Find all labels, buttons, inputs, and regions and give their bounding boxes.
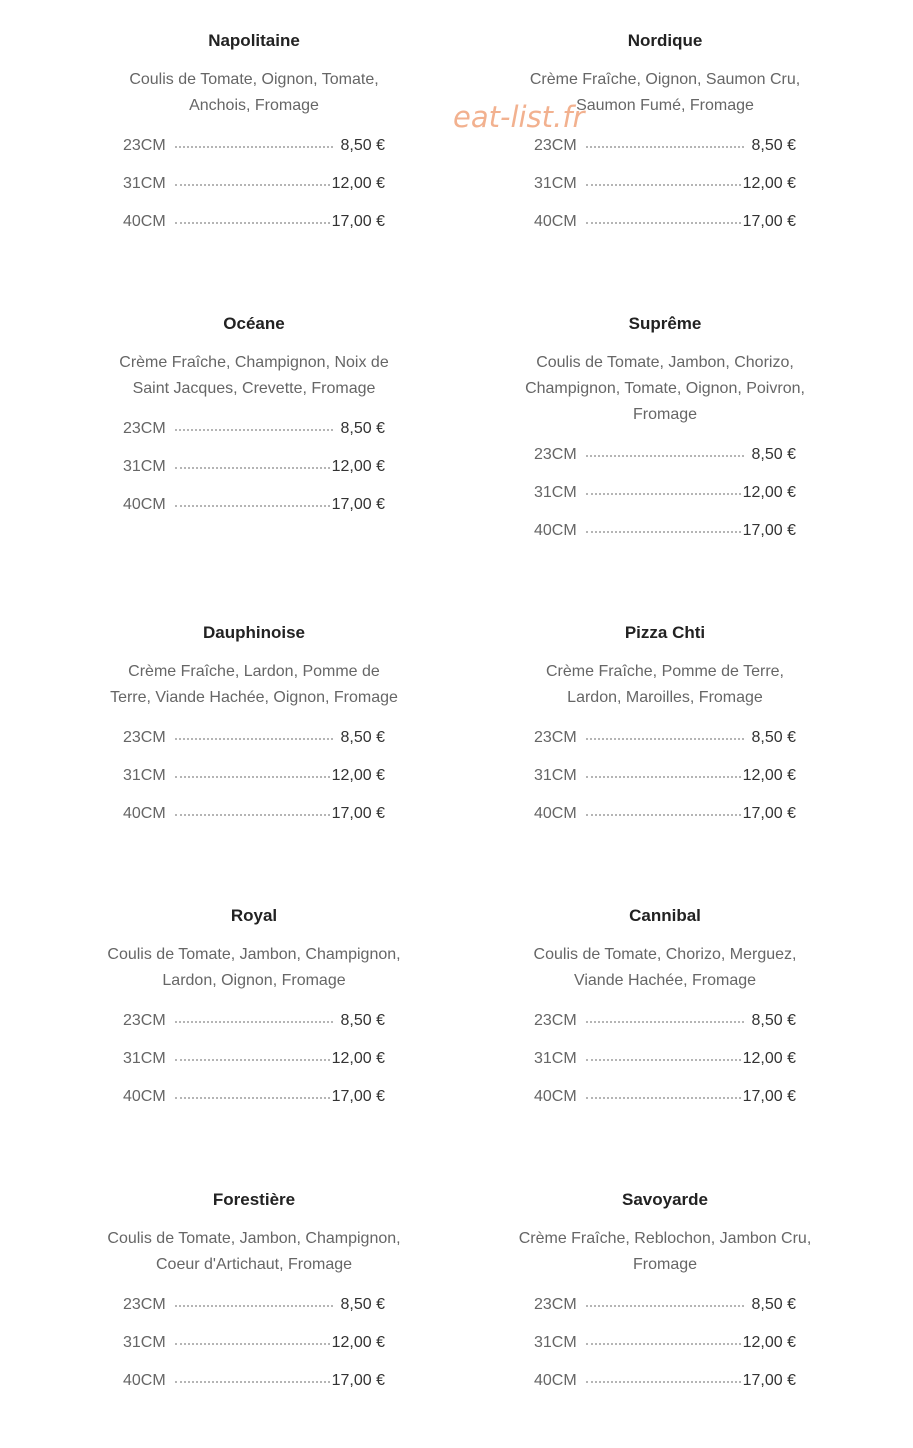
menu-item-royal xyxy=(104,906,404,1124)
pizza-description: Coulis de Tomate, Jambon, Chorizo, Champignon, Tomate, Oignon, Poivron, Fromage xyxy=(525,354,805,423)
size-label: 40CM xyxy=(123,1372,166,1389)
dot-leader xyxy=(175,171,330,186)
watermark: eat-list.fr xyxy=(453,100,585,134)
pizza-name: Pizza Chti xyxy=(624,623,706,642)
pizza-name: Savoyarde xyxy=(622,1190,708,1209)
price-list xyxy=(534,444,796,558)
pizza-description: Crème Fraîche, Reblochon, Jambon Cru, Fromage xyxy=(518,1230,812,1273)
size-label: 40CM xyxy=(123,1088,166,1105)
price-value: 17,00 € xyxy=(742,805,796,822)
price-value: 17,00 € xyxy=(331,213,385,230)
size-label: 31CM xyxy=(123,767,166,784)
price-row xyxy=(123,803,385,841)
price-value: 17,00 € xyxy=(331,805,385,822)
size-label: 31CM xyxy=(123,458,166,475)
size-label: 23CM xyxy=(123,1296,166,1313)
price-row xyxy=(534,211,796,249)
price-row xyxy=(123,1010,385,1048)
price-row xyxy=(123,173,385,211)
price-row xyxy=(123,1086,385,1124)
price-value: 12,00 € xyxy=(742,484,796,501)
pizza-description: Crème Fraîche, Champignon, Noix de Saint Jacques, Crevette, Fromage xyxy=(119,354,389,397)
pizza-description: Crème Fraîche, Oignon, Saumon Cru, Saumon Fumé, Fromage xyxy=(529,71,801,114)
price-value: 17,00 € xyxy=(742,522,796,539)
price-row xyxy=(123,1294,385,1332)
dot-leader xyxy=(586,171,741,186)
size-label: 40CM xyxy=(534,522,577,539)
dot-leader xyxy=(586,133,744,148)
dot-leader xyxy=(586,209,741,224)
price-value: 8,50 € xyxy=(751,446,796,463)
dot-leader xyxy=(175,416,333,431)
dot-leader xyxy=(175,492,330,507)
price-row xyxy=(534,1086,796,1124)
price-row xyxy=(534,803,796,841)
dot-leader xyxy=(586,1368,741,1383)
size-label: 31CM xyxy=(534,175,577,192)
pizza-description: Crème Fraîche, Lardon, Pomme de Terre, Viande Hachée, Oignon, Fromage xyxy=(110,663,398,706)
dot-leader xyxy=(586,1046,741,1061)
size-label: 23CM xyxy=(123,420,166,437)
dot-leader xyxy=(586,1084,741,1099)
size-label: 23CM xyxy=(123,1012,166,1029)
size-label: 31CM xyxy=(123,1050,166,1067)
price-list xyxy=(123,135,385,249)
size-label: 31CM xyxy=(534,767,577,784)
dot-leader xyxy=(175,1330,330,1345)
price-row xyxy=(534,1010,796,1048)
price-row xyxy=(534,1048,796,1086)
dot-leader xyxy=(175,763,330,778)
price-list xyxy=(123,1294,385,1408)
price-row xyxy=(534,520,796,558)
menu-item-savoyarde xyxy=(515,1190,815,1408)
price-row xyxy=(534,727,796,765)
price-row xyxy=(123,1370,385,1408)
price-value: 8,50 € xyxy=(340,420,385,437)
size-label: 31CM xyxy=(123,1334,166,1351)
size-label: 23CM xyxy=(534,446,577,463)
price-value: 8,50 € xyxy=(751,1012,796,1029)
size-label: 23CM xyxy=(123,137,166,154)
dot-leader xyxy=(586,763,741,778)
dot-leader xyxy=(175,454,330,469)
size-label: 40CM xyxy=(534,1088,577,1105)
size-label: 40CM xyxy=(123,213,166,230)
dot-leader xyxy=(586,725,744,740)
menu-item-pizza-chti xyxy=(515,623,815,841)
price-value: 17,00 € xyxy=(742,1372,796,1389)
size-label: 40CM xyxy=(534,1372,577,1389)
pizza-name: Forestière xyxy=(212,1190,296,1209)
price-value: 12,00 € xyxy=(742,1050,796,1067)
dot-leader xyxy=(586,1330,741,1345)
pizza-description: Coulis de Tomate, Jambon, Champignon, Coeur d'Artichaut, Fromage xyxy=(107,1230,401,1273)
size-label: 23CM xyxy=(534,729,577,746)
price-value: 8,50 € xyxy=(751,729,796,746)
price-value: 12,00 € xyxy=(331,767,385,784)
pizza-name: Dauphinoise xyxy=(202,623,305,642)
price-value: 12,00 € xyxy=(331,1334,385,1351)
pizza-description: Coulis de Tomate, Jambon, Champignon, Lardon, Oignon, Fromage xyxy=(107,946,401,989)
pizza-name: Nordique xyxy=(627,31,703,50)
price-row xyxy=(123,456,385,494)
size-label: 23CM xyxy=(534,137,577,154)
price-list xyxy=(123,418,385,532)
size-label: 31CM xyxy=(534,1050,577,1067)
price-value: 8,50 € xyxy=(751,1296,796,1313)
dot-leader xyxy=(175,1368,330,1383)
price-row xyxy=(534,1294,796,1332)
price-row xyxy=(123,494,385,532)
menu-item-napolitaine xyxy=(104,31,404,249)
price-value: 17,00 € xyxy=(331,496,385,513)
dot-leader xyxy=(586,1008,744,1023)
dot-leader xyxy=(586,518,741,533)
menu-item-cannibal xyxy=(515,906,815,1124)
size-label: 40CM xyxy=(123,805,166,822)
size-label: 31CM xyxy=(534,1334,577,1351)
price-value: 8,50 € xyxy=(751,137,796,154)
dot-leader xyxy=(175,1046,330,1061)
price-value: 8,50 € xyxy=(340,1012,385,1029)
dot-leader xyxy=(175,1084,330,1099)
price-value: 17,00 € xyxy=(742,213,796,230)
menu-item-supreme xyxy=(515,314,815,558)
price-value: 12,00 € xyxy=(742,175,796,192)
pizza-description: Coulis de Tomate, Chorizo, Merguez, Viande Hachée, Fromage xyxy=(533,946,797,989)
price-list xyxy=(534,1294,796,1408)
price-value: 8,50 € xyxy=(340,1296,385,1313)
size-label: 31CM xyxy=(123,175,166,192)
price-list xyxy=(534,135,796,249)
price-row xyxy=(534,482,796,520)
pizza-name: Cannibal xyxy=(629,906,701,925)
price-value: 17,00 € xyxy=(331,1088,385,1105)
dot-leader xyxy=(175,725,333,740)
size-label: 40CM xyxy=(534,213,577,230)
pizza-name: Napolitaine xyxy=(208,31,300,50)
price-list xyxy=(123,1010,385,1124)
dot-leader xyxy=(175,209,330,224)
price-row xyxy=(123,135,385,173)
menu-item-oceane xyxy=(104,314,404,532)
size-label: 23CM xyxy=(534,1296,577,1313)
size-label: 31CM xyxy=(534,484,577,501)
price-value: 17,00 € xyxy=(742,1088,796,1105)
price-value: 17,00 € xyxy=(331,1372,385,1389)
price-row xyxy=(123,765,385,803)
dot-leader xyxy=(175,1008,333,1023)
dot-leader xyxy=(175,1292,333,1307)
price-row xyxy=(534,135,796,173)
price-row xyxy=(123,727,385,765)
price-list xyxy=(534,727,796,841)
price-value: 12,00 € xyxy=(742,767,796,784)
pizza-name: Océane xyxy=(223,314,285,333)
dot-leader xyxy=(586,801,741,816)
price-row xyxy=(123,418,385,456)
price-value: 12,00 € xyxy=(331,1050,385,1067)
size-label: 23CM xyxy=(534,1012,577,1029)
dot-leader xyxy=(586,442,744,457)
price-value: 12,00 € xyxy=(331,175,385,192)
price-list xyxy=(534,1010,796,1124)
price-list xyxy=(123,727,385,841)
price-value: 8,50 € xyxy=(340,137,385,154)
price-row xyxy=(534,444,796,482)
price-row xyxy=(534,765,796,803)
menu-item-nordique xyxy=(515,31,815,249)
price-value: 12,00 € xyxy=(331,458,385,475)
price-value: 12,00 € xyxy=(742,1334,796,1351)
price-value: 8,50 € xyxy=(340,729,385,746)
price-row xyxy=(123,1048,385,1086)
pizza-description: Crème Fraîche, Pomme de Terre, Lardon, Maroilles, Fromage xyxy=(545,663,784,706)
price-row xyxy=(123,211,385,249)
dot-leader xyxy=(586,1292,744,1307)
dot-leader xyxy=(586,480,741,495)
dot-leader xyxy=(175,801,330,816)
dot-leader xyxy=(175,133,333,148)
size-label: 40CM xyxy=(123,496,166,513)
price-row xyxy=(534,1370,796,1408)
size-label: 23CM xyxy=(123,729,166,746)
pizza-description: Coulis de Tomate, Oignon, Tomate, Anchois, Fromage xyxy=(129,71,379,114)
price-row xyxy=(534,173,796,211)
size-label: 40CM xyxy=(534,805,577,822)
pizza-name: Suprême xyxy=(628,314,702,333)
menu-item-dauphinoise xyxy=(104,623,404,841)
menu-item-forestiere xyxy=(104,1190,404,1408)
price-row xyxy=(123,1332,385,1370)
pizza-name: Royal xyxy=(230,906,278,925)
price-row xyxy=(534,1332,796,1370)
